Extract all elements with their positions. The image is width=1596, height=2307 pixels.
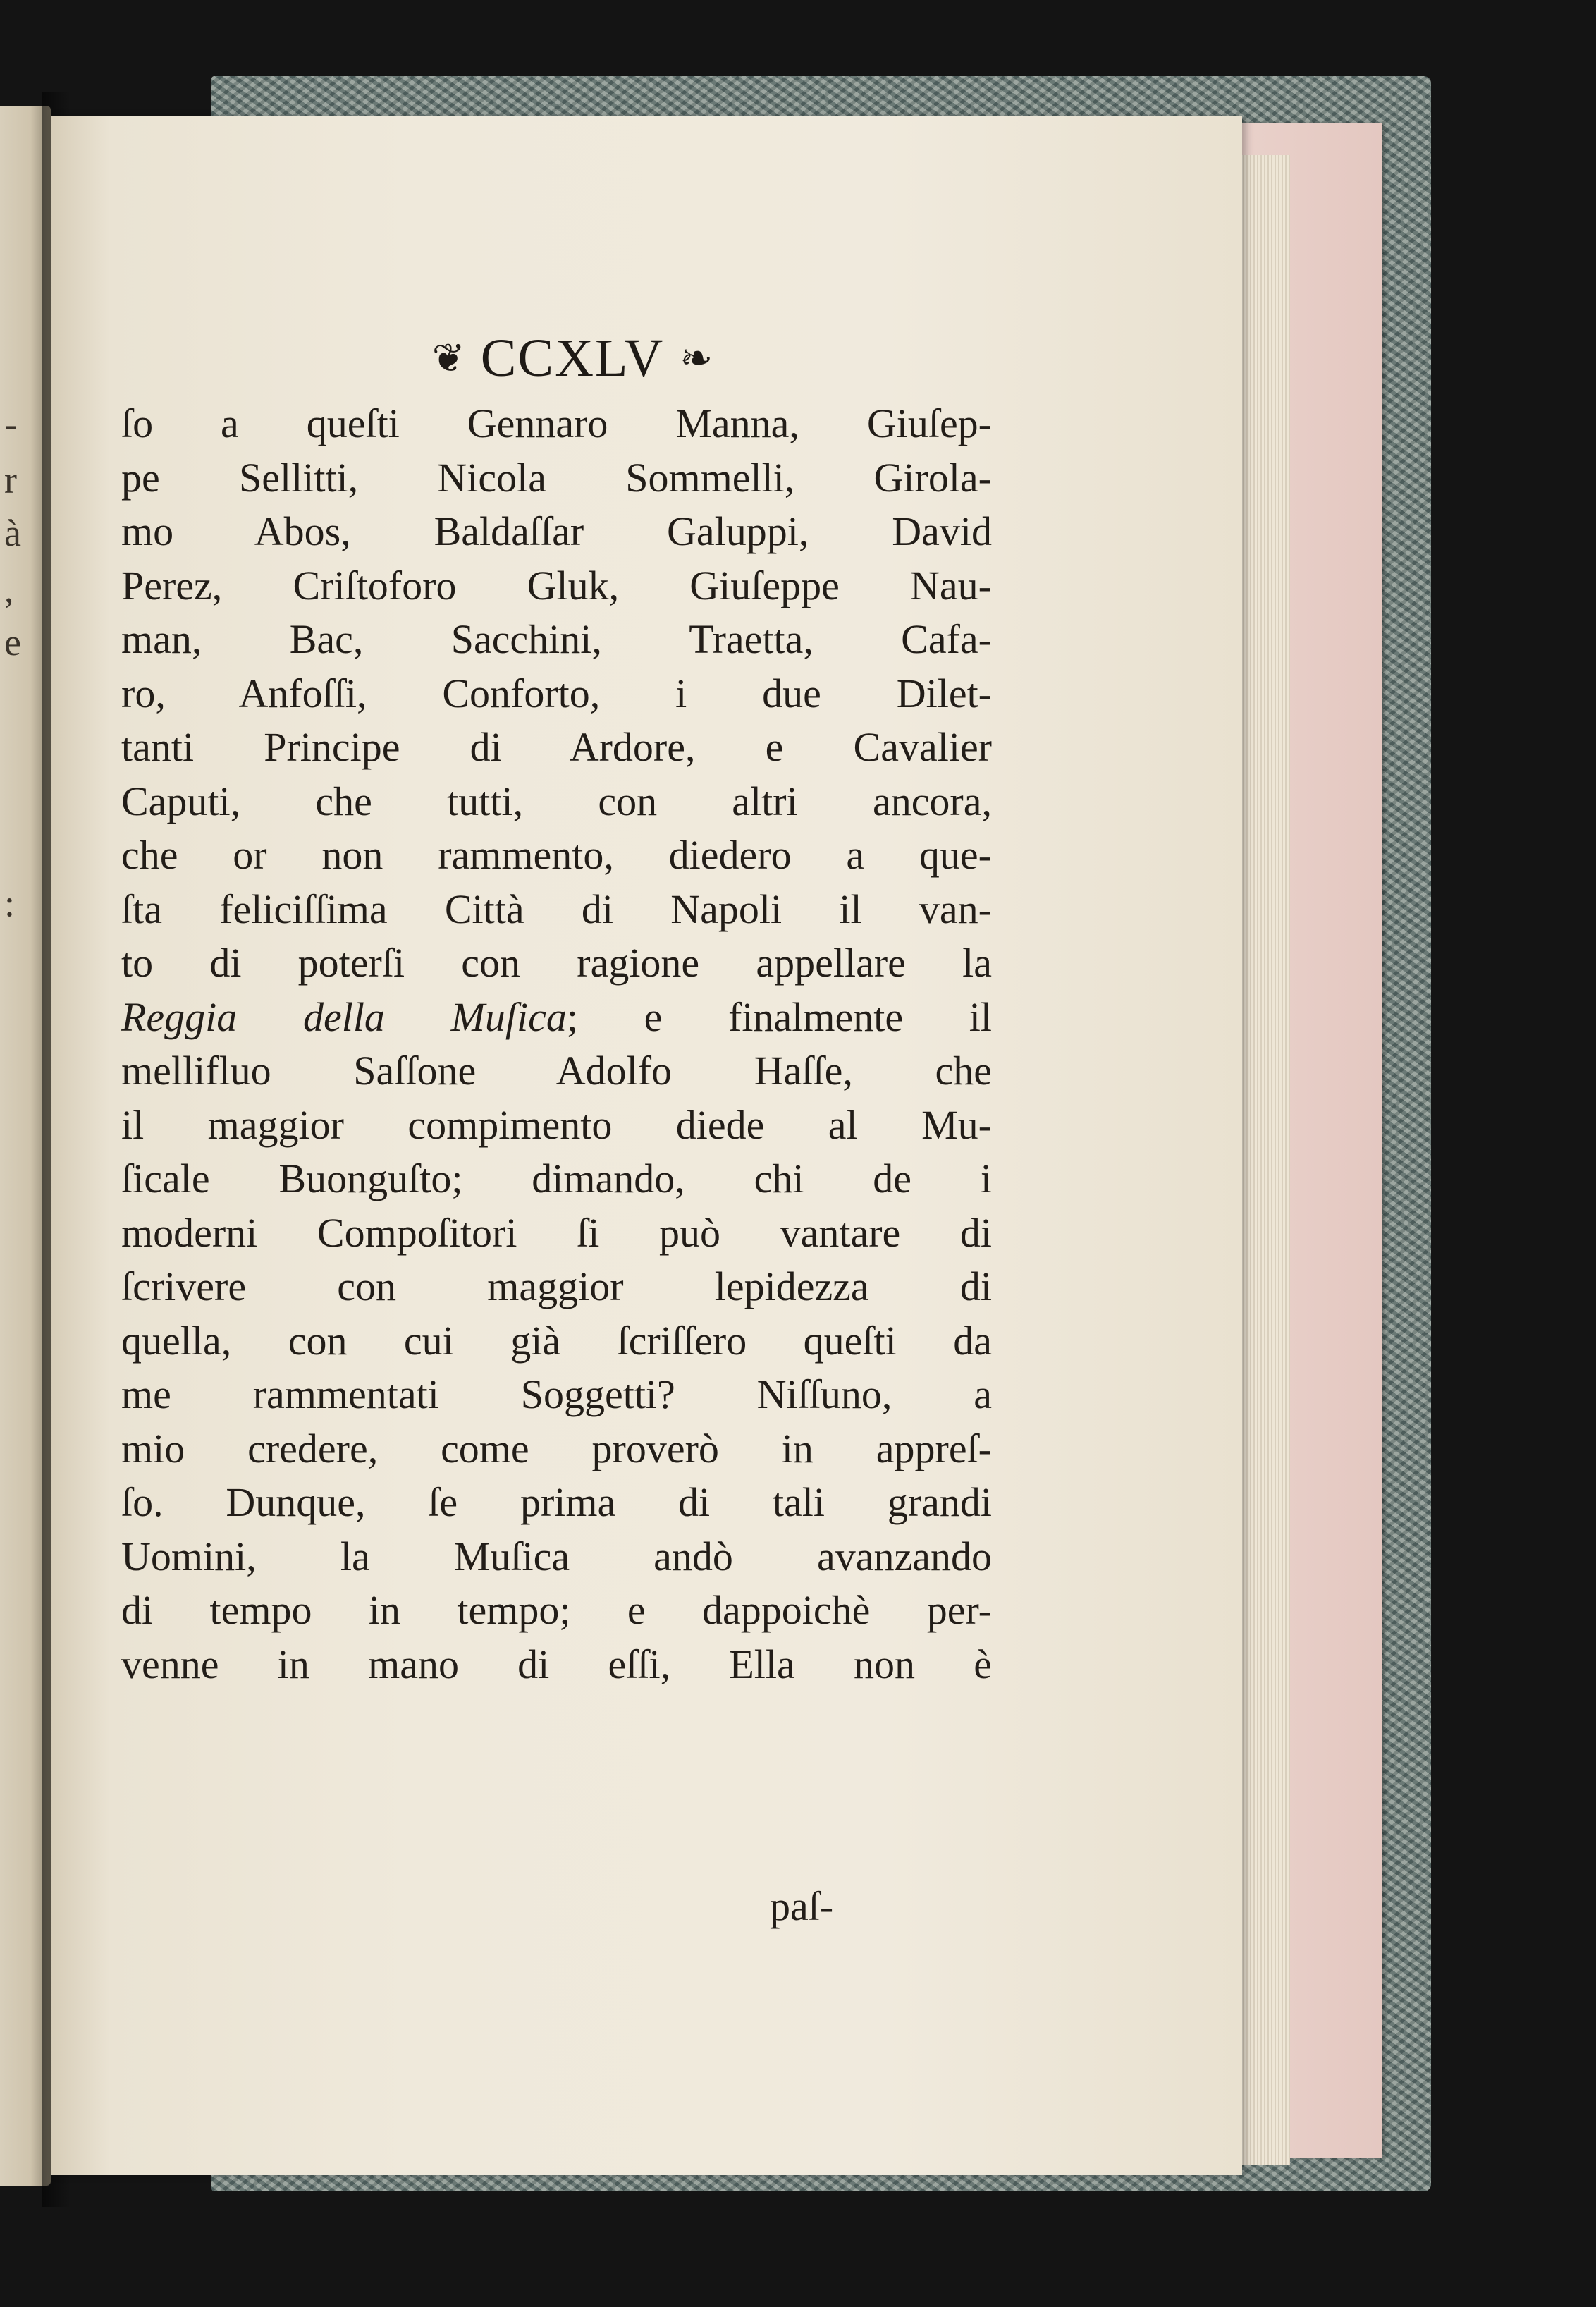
page-number: CCXLV	[480, 329, 665, 388]
text-line: tanti Principe di Ardore, e Cavalier	[121, 724, 992, 770]
italic-phrase: Reggia della Muſica	[121, 993, 567, 1040]
text-line: di tempo in tempo; e dappoichè per-	[121, 1587, 992, 1633]
text-line: moderni Compoſitori ſi può vantare di	[121, 1209, 992, 1256]
text-line-italic	[121, 991, 992, 1045]
text-line: mellifluo Saſſone Adolfo Haſſe, che	[121, 1048, 992, 1094]
book-page	[51, 116, 1242, 2175]
text-line: me rammentati Soggetti? Niſſuno, a	[121, 1371, 992, 1417]
text-line: il maggior compimento diede al Mu-	[121, 1101, 992, 1148]
text-line: man, Bac, Sacchini, Traetta, Cafa-	[121, 616, 992, 662]
text-line: che or non rammento, diedero a que-	[121, 832, 992, 878]
text-line: ro, Anfoſſi, Conforto, i due Dilet-	[121, 670, 992, 716]
text-line: ſcrivere con maggior lepidezza di	[121, 1263, 992, 1309]
text-line: quella, con cui già ſcriſſero queſti da	[121, 1317, 992, 1364]
text-line: ſicale Buonguſto; dimando, chi de i	[121, 1156, 992, 1201]
text-line: Uomini, la Muſica andò avanzando	[121, 1533, 992, 1579]
text-line: ſo a queſti Gennaro Manna, Giuſep-	[121, 400, 992, 446]
left-fragment: -	[4, 403, 17, 445]
left-fragment: à	[4, 512, 21, 554]
ornament-left-icon: ❦	[431, 337, 465, 381]
left-fragment: r	[4, 459, 17, 501]
ornament-right-icon: ❧	[680, 337, 713, 381]
running-head	[347, 328, 798, 389]
text-line: venne in mano di eſſi, Ella non è	[121, 1641, 992, 1687]
left-fragment: :	[4, 882, 16, 924]
text-line: pe Sellitti, Nicola Sommelli, Girola-	[121, 454, 992, 501]
text-line: Perez, Criſtoforo Gluk, Giuſeppe Nau-	[121, 562, 992, 608]
body-text	[121, 397, 992, 1691]
left-fragment: ,	[4, 568, 14, 611]
catchword: paſ-	[770, 1883, 834, 1929]
left-fragment: e	[4, 621, 21, 663]
text-line: ſta feliciſſima Città di Napoli il van-	[121, 886, 992, 932]
text-line: mo Abos, Baldaſſar Galuppi, David	[121, 508, 992, 554]
text-line: mio credere, come proverò in appreſ-	[121, 1425, 992, 1471]
text-line: Caputi, che tutti, con altri ancora,	[121, 778, 992, 824]
text-line-rest: ; e finalmente il	[566, 993, 992, 1040]
text-line: ſo. Dunque, ſe prima di tali grandi	[121, 1479, 992, 1525]
text-line: to di poterſi con ragione appellare la	[121, 940, 992, 986]
